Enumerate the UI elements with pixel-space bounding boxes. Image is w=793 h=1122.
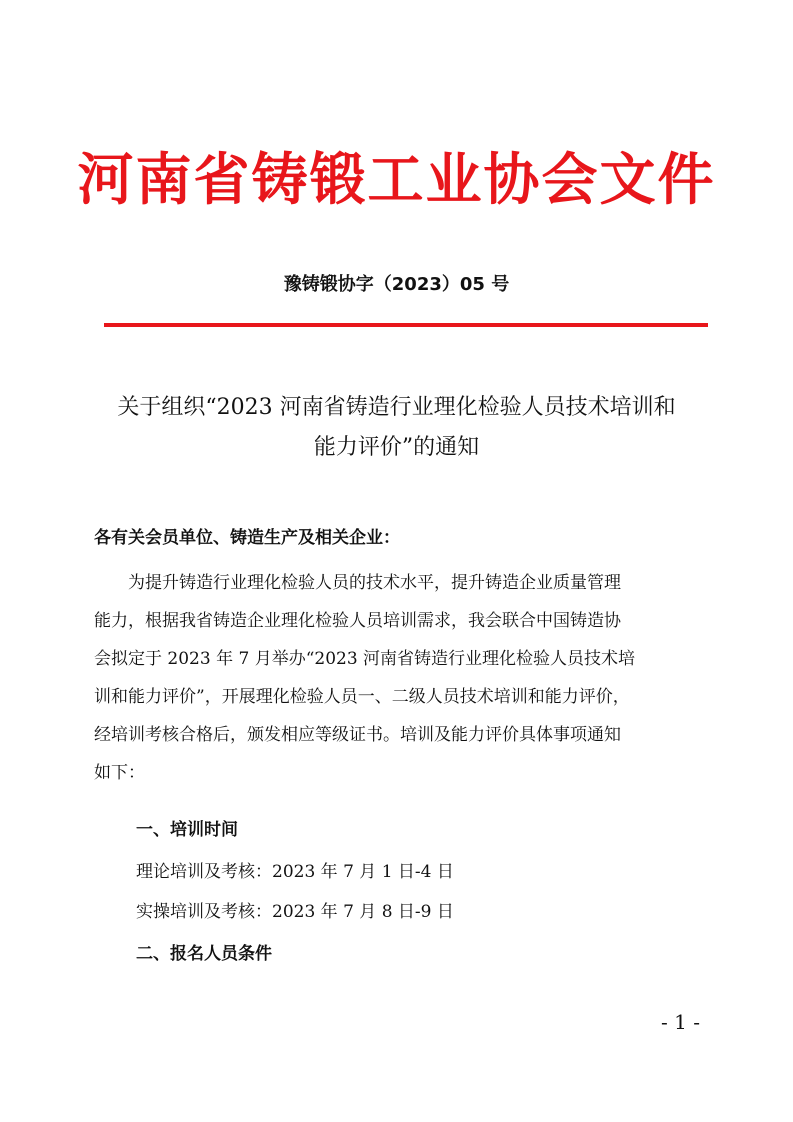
document-number: 豫铸锻协字（2023）05 号 — [283, 274, 510, 295]
addressee: 各有关会员单位、铸造生产及相关企业： — [94, 528, 400, 548]
paragraph-line: 如下： — [94, 763, 145, 783]
masthead-title: 河南省铸锻工业协会文件 — [77, 148, 716, 213]
paragraph-line: 训和能力评价”，开展理化检验人员一、二级人员技术培训和能力评价， — [94, 687, 630, 707]
masthead-red-rule — [104, 323, 708, 327]
paragraph-line: 经培训考核合格后，颁发相应等级证书。培训及能力评价具体事项通知 — [94, 725, 621, 745]
notice-title — [80, 388, 713, 468]
notice-title-line-1: 关于组织“2023 河南省铸造行业理化检验人员技术培训和 — [117, 395, 676, 420]
section-heading-applicant-requirements: 二、报名人员条件 — [136, 944, 272, 964]
intro-paragraph — [94, 564, 709, 792]
paragraph-line: 能力，根据我省铸造企业理化检验人员培训需求，我会联合中国铸造协 — [94, 611, 621, 631]
training-time-theory: 理论培训及考核：2023 年 7 月 1 日-4 日 — [136, 862, 454, 882]
page-number: - 1 - — [661, 1010, 700, 1034]
paragraph-line: 会拟定于 2023 年 7 月举办“2023 河南省铸造行业理化检验人员技术培 — [94, 649, 636, 669]
section-heading-training-time: 一、培训时间 — [136, 820, 238, 840]
paragraph-line: 为提升铸造行业理化检验人员的技术水平，提升铸造企业质量管理 — [94, 573, 621, 593]
notice-title-line-2: 能力评价”的通知 — [313, 435, 480, 460]
training-time-practice: 实操培训及考核：2023 年 7 月 8 日-9 日 — [136, 902, 454, 922]
